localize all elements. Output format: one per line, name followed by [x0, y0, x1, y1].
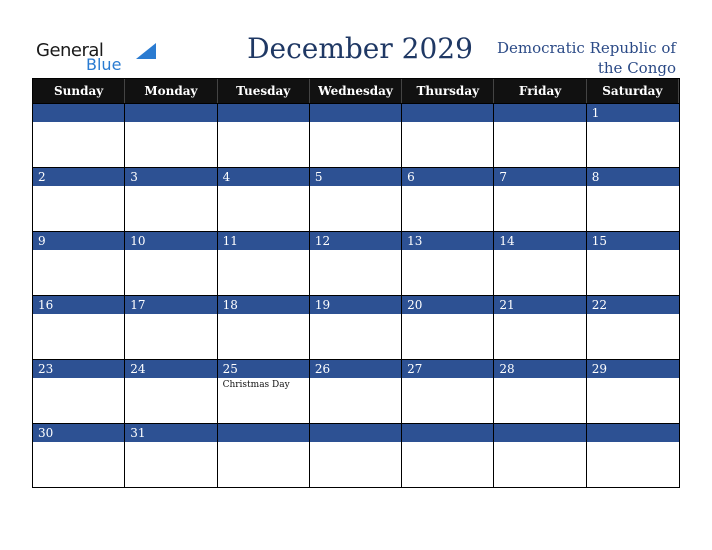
day-number: 8: [587, 168, 679, 187]
day-number: 21: [494, 296, 585, 315]
day-cell: [218, 423, 310, 487]
day-number: 26: [310, 360, 401, 379]
logo-text-blue: Blue: [86, 55, 122, 74]
day-cell: [494, 359, 586, 423]
day-number: 7: [494, 168, 585, 187]
day-number: [125, 104, 216, 123]
day-number: [310, 424, 401, 443]
day-cell: [218, 167, 310, 231]
day-cell: [494, 295, 586, 359]
day-number: 17: [125, 296, 216, 315]
day-number: [310, 104, 401, 123]
weekday-header: Saturday: [587, 79, 679, 103]
day-number: 15: [587, 232, 679, 251]
day-number: 5: [310, 168, 401, 187]
day-cell: [125, 103, 217, 167]
day-cell: [402, 295, 494, 359]
day-number: 4: [218, 168, 309, 187]
day-number: 27: [402, 360, 493, 379]
day-cell: [33, 359, 125, 423]
country-name: [456, 38, 676, 78]
day-cell: [33, 231, 125, 295]
day-number: [218, 104, 309, 123]
weekday-header: Sunday: [33, 79, 125, 103]
day-number: 13: [402, 232, 493, 251]
day-cell: [125, 359, 217, 423]
day-number: 30: [33, 424, 124, 443]
weekday-header: Thursday: [402, 79, 494, 103]
day-number: 25: [218, 360, 309, 379]
day-number: 10: [125, 232, 216, 251]
country-line-1: Democratic Republic of: [496, 39, 676, 57]
country-line-2: the Congo: [597, 59, 676, 77]
day-cell: [218, 231, 310, 295]
day-cell: [125, 295, 217, 359]
day-number: 2: [33, 168, 124, 187]
day-number: 22: [587, 296, 679, 315]
day-number: 18: [218, 296, 309, 315]
day-cell: [310, 295, 402, 359]
day-number: 9: [33, 232, 124, 251]
day-number: [33, 104, 124, 123]
day-number: [218, 424, 309, 443]
weekday-header: Friday: [494, 79, 586, 103]
page-title: December 2029: [247, 32, 473, 65]
day-cell: [33, 295, 125, 359]
weekday-header: Tuesday: [218, 79, 310, 103]
day-number: 16: [33, 296, 124, 315]
holiday-label: Christmas Day: [222, 380, 290, 390]
day-number: 6: [402, 168, 493, 187]
day-number: 20: [402, 296, 493, 315]
day-number: [494, 424, 585, 443]
day-cell: [587, 231, 679, 295]
day-number: 19: [310, 296, 401, 315]
day-cell: [494, 167, 586, 231]
calendar-grid: [32, 78, 680, 488]
day-cell: [310, 423, 402, 487]
day-number: 3: [125, 168, 216, 187]
day-cell: [33, 103, 125, 167]
day-cell: [218, 359, 310, 423]
weekday-header: Wednesday: [310, 79, 402, 103]
day-number: 11: [218, 232, 309, 251]
logo-flag-icon: [136, 43, 156, 59]
day-number: 12: [310, 232, 401, 251]
day-cell: [402, 423, 494, 487]
day-cell: [310, 359, 402, 423]
day-cell: [587, 103, 679, 167]
day-number: 1: [587, 104, 679, 123]
day-number: [494, 104, 585, 123]
day-cell: [33, 167, 125, 231]
day-cell: [402, 231, 494, 295]
day-cell: [587, 167, 679, 231]
day-number: 14: [494, 232, 585, 251]
generalblue-logo: [36, 40, 132, 76]
day-cell: [33, 423, 125, 487]
day-cell: [125, 167, 217, 231]
day-number: [402, 424, 493, 443]
day-number: 31: [125, 424, 216, 443]
day-cell: [218, 295, 310, 359]
day-number: [587, 424, 679, 443]
day-cell: [125, 423, 217, 487]
day-cell: [587, 423, 679, 487]
day-number: 23: [33, 360, 124, 379]
day-cell: [125, 231, 217, 295]
day-cell: [310, 167, 402, 231]
day-number: [402, 104, 493, 123]
day-number: 28: [494, 360, 585, 379]
day-number: 29: [587, 360, 679, 379]
day-cell: [402, 359, 494, 423]
day-cell: [402, 167, 494, 231]
day-cell: [494, 231, 586, 295]
day-cell: [587, 359, 679, 423]
day-cell: [310, 103, 402, 167]
day-cell: [218, 103, 310, 167]
day-cell: [494, 423, 586, 487]
weekday-header: Monday: [125, 79, 217, 103]
logo-text-general: General: [36, 40, 104, 61]
day-cell: [587, 295, 679, 359]
day-number: 24: [125, 360, 216, 379]
day-cell: [310, 231, 402, 295]
day-cell: [494, 103, 586, 167]
day-cell: [402, 103, 494, 167]
